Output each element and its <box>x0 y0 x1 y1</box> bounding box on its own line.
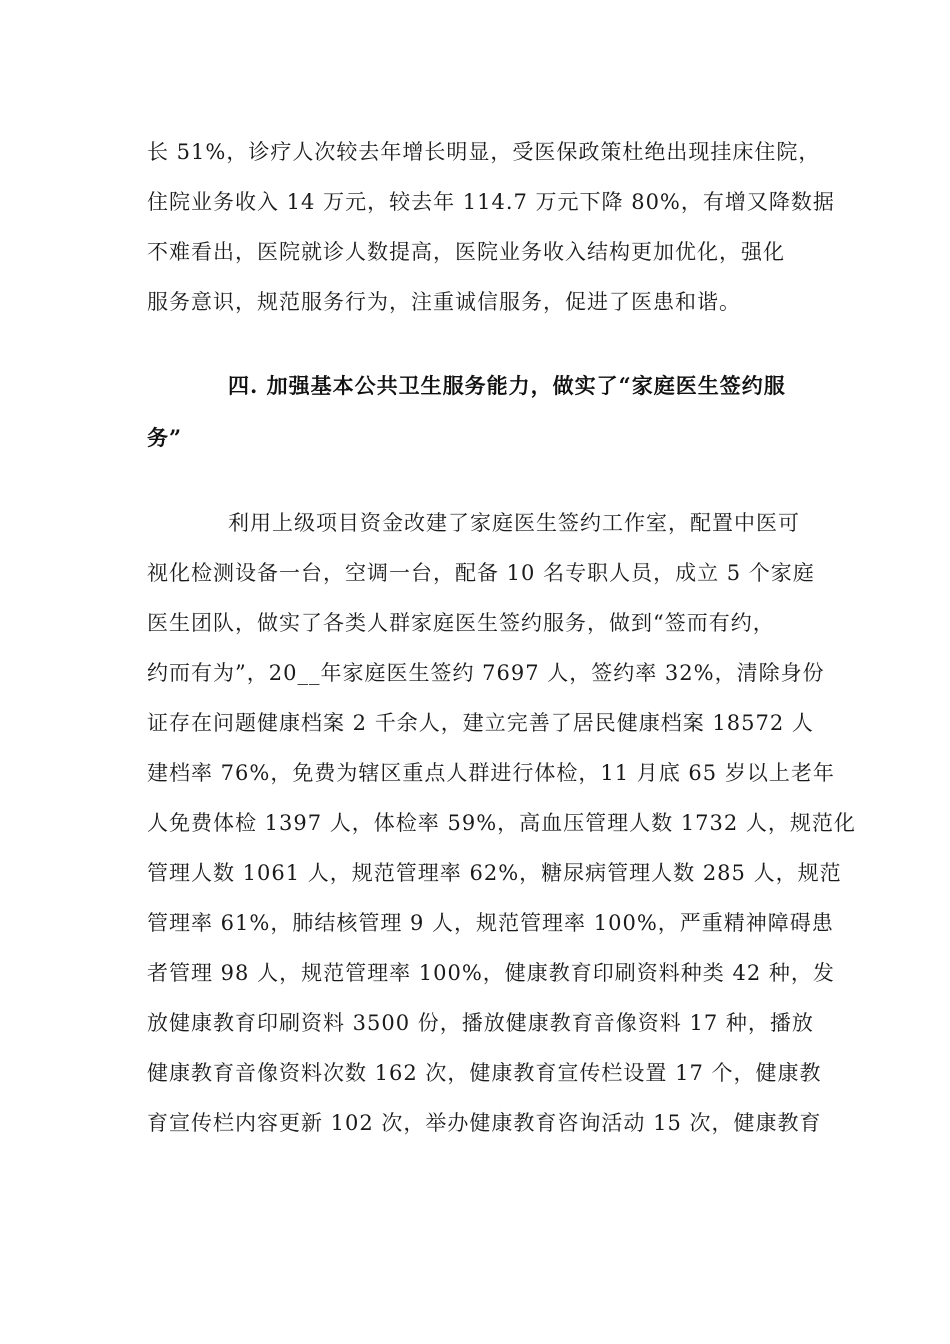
paragraph-line: 约而有为”，20__年家庭医生签约 7697 人，签约率 32%，清除身份 <box>147 661 825 685</box>
paragraph-line: 利用上级项目资金改建了家庭医生签约工作室，配置中医可 <box>228 511 800 535</box>
paragraph-line: 育宣传栏内容更新 102 次，举办健康教育咨询活动 15 次，健康教育 <box>147 1111 822 1135</box>
paragraph-line: 健康教育音像资料次数 162 次，健康教育宣传栏设置 17 个，健康教 <box>147 1061 822 1085</box>
paragraph-line: 人免费体检 1397 人，体检率 59%，高血压管理人数 1732 人，规范化 <box>147 811 856 835</box>
paragraph-line: 管理率 61%，肺结核管理 9 人，规范管理率 100%，严重精神障碍患 <box>147 911 834 935</box>
paragraph-line: 服务意识，规范服务行为，注重诚信服务，促进了医患和谐。 <box>147 290 741 314</box>
paragraph-line: 视化检测设备一台，空调一台，配备 10 名专职人员，成立 5 个家庭 <box>147 561 815 585</box>
paragraph-line: 证存在问题健康档案 2 千余人，建立完善了居民健康档案 18572 人 <box>147 711 814 735</box>
paragraph-line: 者管理 98 人，规范管理率 100%，健康教育印刷资料种类 42 种，发 <box>147 961 835 985</box>
section-heading: 四. 加强基本公共卫生服务能力，做实了“家庭医生签约服 <box>228 373 786 398</box>
paragraph-line: 医生团队，做实了各类人群家庭医生签约服务，做到“签而有约， <box>147 611 775 635</box>
section-heading-continued: 务” <box>147 425 183 450</box>
paragraph-line: 住院业务收入 14 万元，较去年 114.7 万元下降 80%，有增又降数据 <box>147 190 835 214</box>
paragraph-line: 放健康教育印刷资料 3500 份，播放健康教育音像资料 17 种，播放 <box>147 1011 814 1035</box>
paragraph-line: 长 51%，诊疗人次较去年增长明显，受医保政策杜绝出现挂床住院， <box>147 140 821 164</box>
paragraph-line: 不难看出，医院就诊人数提高，医院业务收入结构更加优化，强化 <box>147 240 785 264</box>
paragraph-line: 管理人数 1061 人，规范管理率 62%，糖尿病管理人数 285 人，规范 <box>147 861 842 885</box>
paragraph-line: 建档率 76%，免费为辖区重点人群进行体检，11 月底 65 岁以上老年 <box>147 761 835 785</box>
